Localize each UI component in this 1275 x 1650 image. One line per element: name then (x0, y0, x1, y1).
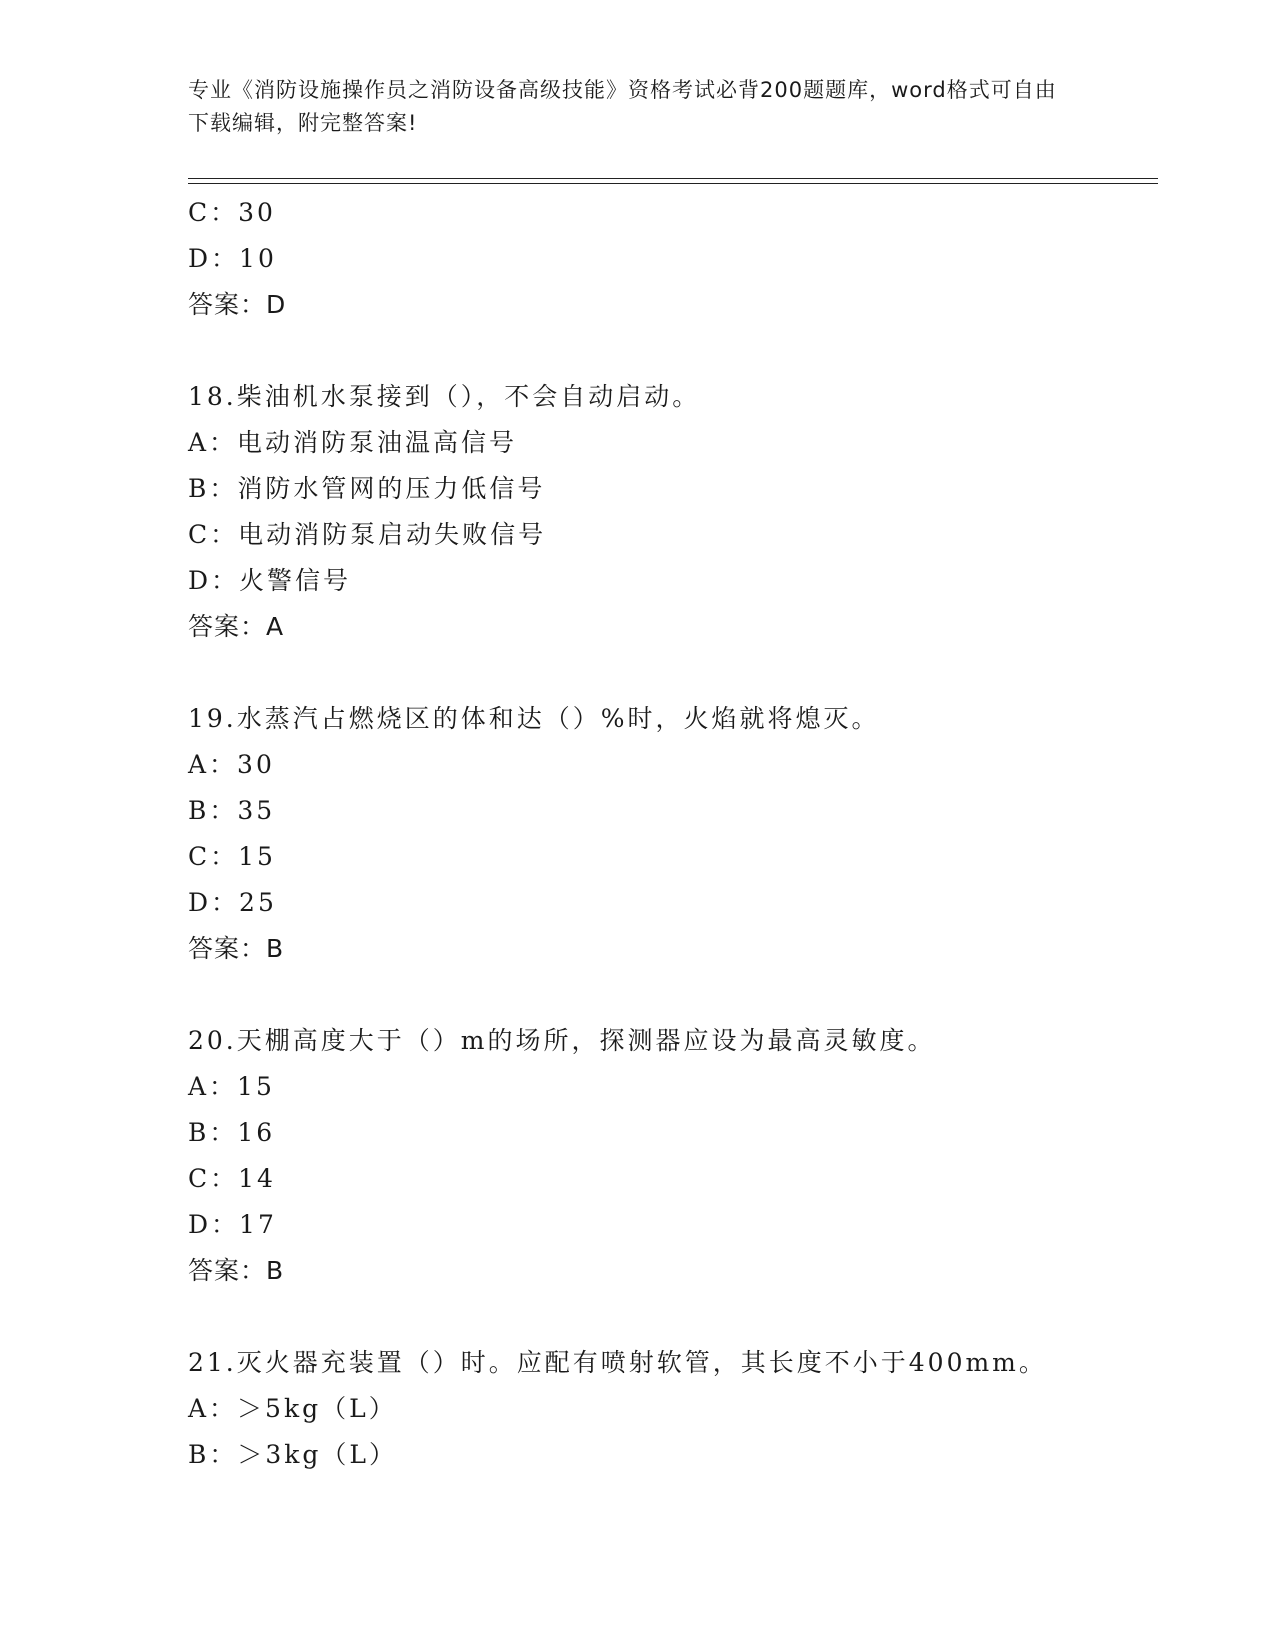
option-d: D：25 (188, 888, 277, 917)
header-divider-top (188, 178, 1158, 179)
option-b: B：消防水管网的压力低信号 (188, 474, 546, 503)
option-a: A：＞5kg（L） (188, 1394, 397, 1423)
option-b: B：35 (188, 796, 276, 825)
question-stem: 19.水蒸汽占燃烧区的体和达（）%时，火焰就将熄灭。 (188, 704, 880, 733)
question-21 (188, 1340, 1158, 1478)
option-c: C：14 (188, 1164, 276, 1193)
option-d: D：火警信号 (188, 566, 352, 595)
answer: 答案：A (188, 612, 285, 641)
option-b: B：＞3kg（L） (188, 1440, 398, 1469)
option-c: C：30 (188, 198, 276, 227)
option-d: D：17 (188, 1210, 277, 1239)
spacer (188, 1294, 1158, 1340)
option-c: C：15 (188, 842, 276, 871)
question-stem: 18.柴油机水泵接到（），不会自动启动。 (188, 382, 701, 411)
answer: 答案：D (188, 290, 287, 319)
option-a: A：30 (188, 750, 275, 779)
question-17-tail (188, 190, 1158, 328)
answer: 答案：B (188, 934, 285, 963)
spacer (188, 972, 1158, 1018)
question-20 (188, 1018, 1158, 1294)
question-stem: 20.天棚高度大于（）m的场所，探测器应设为最高灵敏度。 (188, 1026, 936, 1055)
question-19 (188, 696, 1158, 972)
spacer (188, 328, 1158, 374)
document-header: 专业《消防设施操作员之消防设备高级技能》资格考试必背200题题库，word格式可自由下载编辑，附完整答案! (188, 78, 1057, 135)
option-a: A：电动消防泵油温高信号 (188, 428, 518, 457)
option-a: A：15 (188, 1072, 275, 1101)
answer: 答案：B (188, 1256, 285, 1285)
question-18 (188, 374, 1158, 650)
spacer (188, 650, 1158, 696)
option-b: B：16 (188, 1118, 276, 1147)
option-c: C：电动消防泵启动失败信号 (188, 520, 547, 549)
header-divider-bottom (188, 183, 1158, 184)
question-stem: 21.灭火器充装置（）时。应配有喷射软管，其长度不小于400mm。 (188, 1348, 1047, 1377)
question-list (188, 190, 1158, 1478)
option-d: D：10 (188, 244, 277, 273)
